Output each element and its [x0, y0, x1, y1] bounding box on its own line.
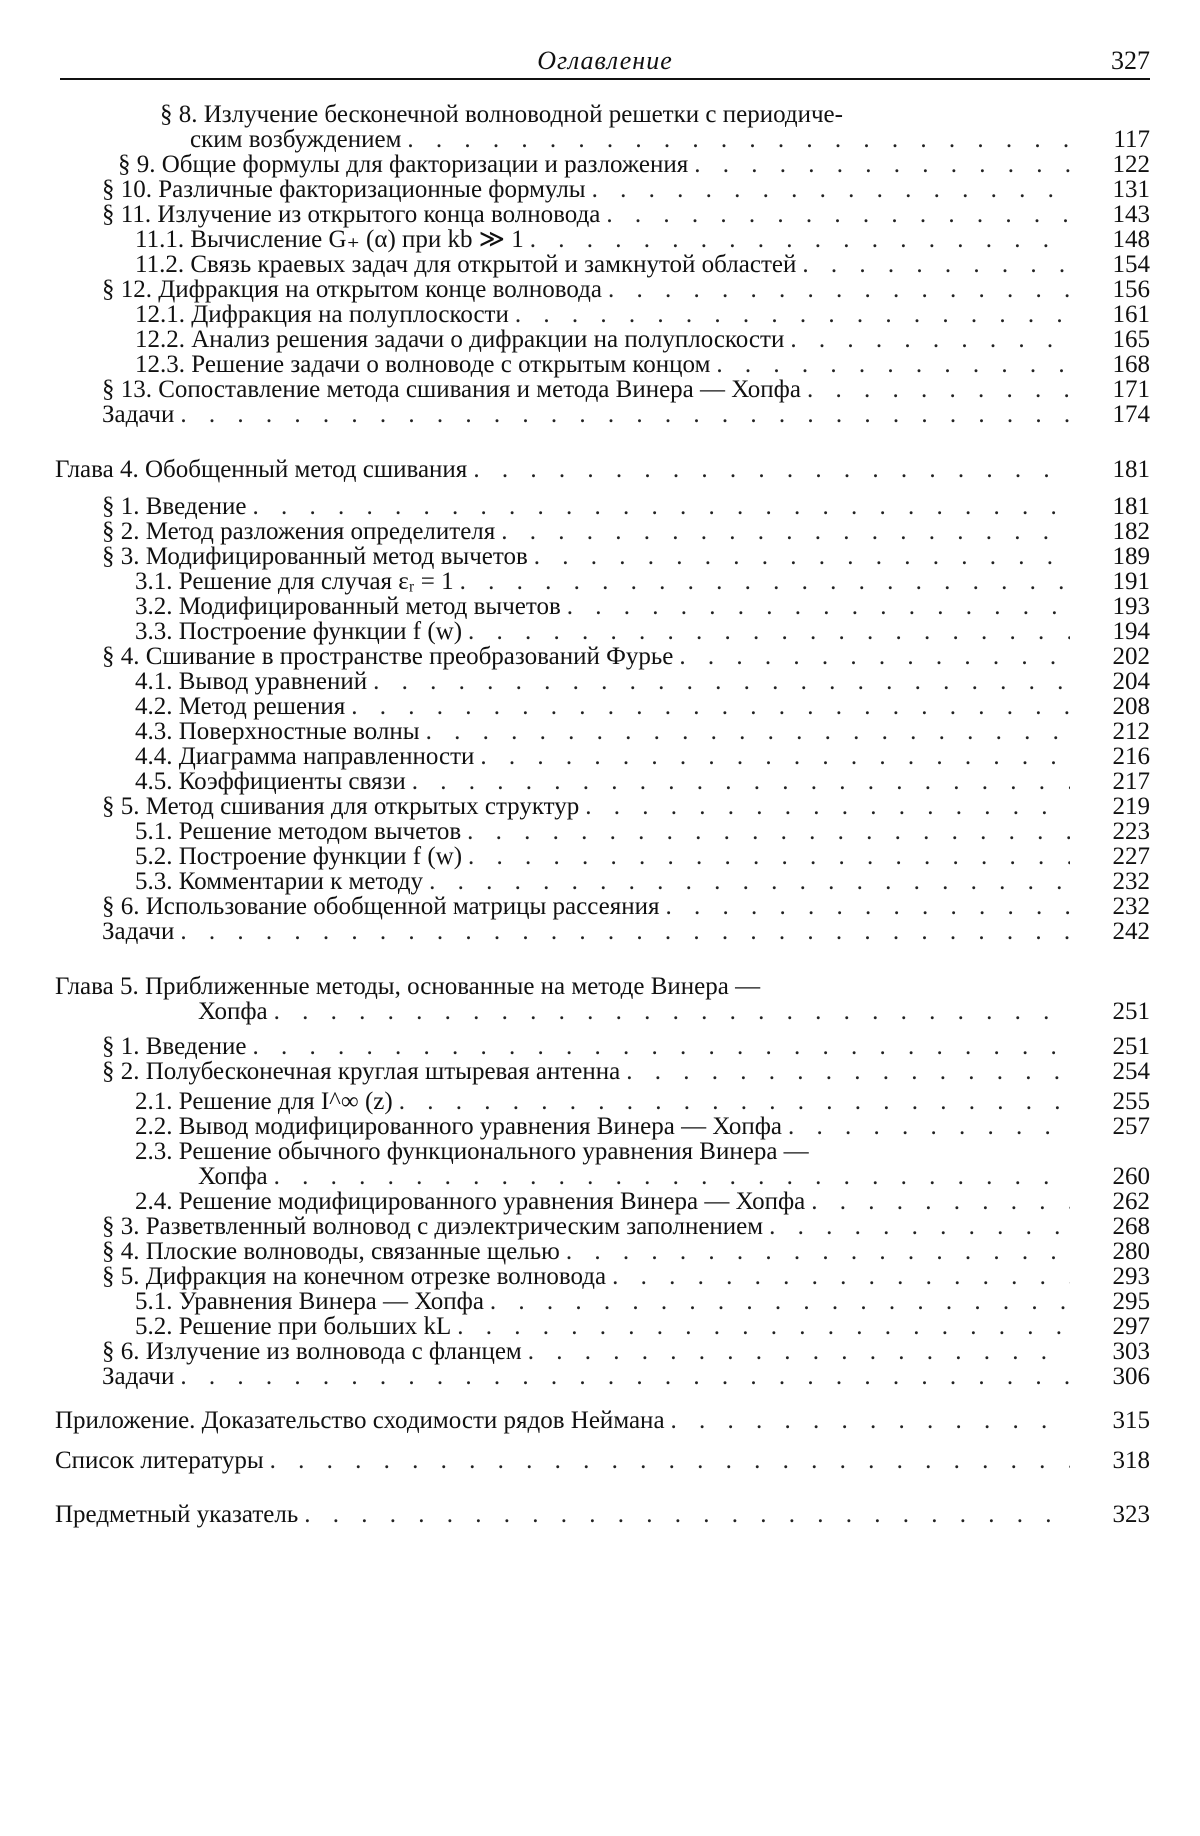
toc-entry-title: 12.1. Дифракция на полуплоскости — [135, 301, 509, 328]
dot-leader — [270, 1446, 1070, 1476]
toc-entry-title: 5.1. Уравнения Винера — Хопфа — [135, 1288, 484, 1315]
toc-entry-title: § 13. Сопоставление метода сшивания и метода Винера — Хопфа — [102, 376, 801, 403]
page-number: 327 — [1111, 46, 1150, 75]
toc-entry-title: 2.4. Решение модифицированного уравнения Винера — Хопфа — [135, 1188, 806, 1215]
toc-entry-page: 251 — [1112, 998, 1150, 1025]
toc-entry-title: § 9. Общие формулы для факторизации и разложения — [118, 151, 689, 178]
toc-entry-page: 181 — [1112, 493, 1150, 520]
toc-entry-page: 212 — [1112, 718, 1150, 745]
toc-entry-title: 3.3. Построение функции f (w) — [135, 618, 463, 645]
page-header — [60, 42, 1150, 80]
toc-entry-title: § 3. Модифицированный метод вычетов — [102, 543, 528, 570]
toc-entry-page: 242 — [1112, 918, 1150, 945]
toc-entry-page: 297 — [1112, 1313, 1150, 1340]
dot-leader — [180, 1362, 1070, 1392]
toc-entry-title: 11.2. Связь краевых задач для открытой и замкнутой областей — [135, 251, 797, 278]
toc-entry — [55, 1446, 1150, 1476]
toc-entry-title: 5.1. Решение методом вычетов — [135, 818, 462, 845]
toc-entry-page: 255 — [1112, 1088, 1150, 1115]
toc-entry-title: § 1. Введение — [102, 1033, 247, 1060]
toc-entry-title: 5.3. Комментарии к методу — [135, 868, 424, 895]
toc-entry-page: 232 — [1112, 893, 1150, 920]
toc-entry-page: 251 — [1112, 1033, 1150, 1060]
toc-entry-title: § 2. Метод разложения определителя — [102, 518, 496, 545]
toc-entry-title: 3.2. Модифицированный метод вычетов — [135, 593, 561, 620]
toc-entry-title: 4.5. Коэффициенты связи — [135, 768, 406, 795]
dot-leader — [180, 400, 1070, 430]
toc-entry-title: 4.2. Метод решения — [135, 693, 346, 720]
toc-entry-page: 208 — [1112, 693, 1150, 720]
toc-entry-page: 254 — [1112, 1058, 1150, 1085]
toc-entry-title: 12.2. Анализ решения задачи о дифракции на полуплоскости — [135, 326, 785, 353]
toc-entry-page: 122 — [1112, 151, 1150, 178]
toc-entry-title: Глава 5. Приближенные методы, основанные на методе Винера — — [55, 973, 761, 1000]
toc-entry-page: 227 — [1112, 843, 1150, 870]
toc-entry-page: 280 — [1112, 1238, 1150, 1265]
toc-entry-page: 202 — [1112, 643, 1150, 670]
toc-entry-title: Задачи — [102, 918, 175, 945]
toc-entry-title: Хопфа — [198, 998, 268, 1025]
dot-leader — [626, 1057, 1070, 1087]
toc-entry-title: 2.1. Решение для I^∞ (z) — [135, 1088, 393, 1115]
toc-entry-title: ским возбуждением — [190, 126, 402, 153]
toc-entry-title: § 3. Разветвленный волновод с диэлектрическим заполнением — [102, 1213, 764, 1240]
toc-entry-page: 323 — [1112, 1501, 1150, 1528]
toc-entry — [55, 455, 1150, 485]
toc-entry-page: 174 — [1112, 401, 1150, 428]
running-head: Оглавление — [537, 46, 673, 75]
toc-entry-page: 117 — [1113, 126, 1150, 153]
dot-leader — [304, 1500, 1070, 1530]
dot-leader — [473, 455, 1070, 485]
toc-entry-page: 306 — [1112, 1363, 1150, 1390]
toc-entry-page: 216 — [1112, 743, 1150, 770]
toc-entry-page: 193 — [1112, 593, 1150, 620]
toc-entry-title: 3.1. Решение для случая εᵣ = 1 — [135, 568, 454, 595]
toc-entry-title: 11.1. Вычисление G₊ (α) при kb ≫ 1 — [135, 226, 524, 253]
toc-entry-page: 293 — [1112, 1263, 1150, 1290]
toc-entry-title: § 5. Метод сшивания для открытых структур — [102, 793, 580, 820]
toc-entry-title: § 1. Введение — [102, 493, 247, 520]
dot-leader — [180, 917, 1070, 947]
toc-entry-title: § 6. Использование обобщенной матрицы рассеяния — [102, 893, 660, 920]
toc-entry-page: 204 — [1112, 668, 1150, 695]
dot-leader — [671, 1406, 1070, 1436]
toc-entry-page: 303 — [1112, 1338, 1150, 1365]
toc-entry-title: Задачи — [102, 401, 175, 428]
toc-entry-title: § 6. Излучение из волновода с фланцем — [102, 1338, 522, 1365]
toc-entry-page: 295 — [1112, 1288, 1150, 1315]
toc-entry-title: Приложение. Доказательство сходимости рядов Неймана — [55, 1407, 665, 1434]
toc-entry-title: 4.4. Диаграмма направленности — [135, 743, 475, 770]
toc-entry-page: 318 — [1112, 1447, 1150, 1474]
toc-entry-title: Задачи — [102, 1363, 175, 1390]
toc-entry-page: 148 — [1112, 226, 1150, 253]
toc-entry — [55, 1500, 1150, 1530]
toc-entry-page: 217 — [1112, 768, 1150, 795]
toc-entry-title: Глава 4. Обобщенный метод сшивания — [55, 456, 468, 483]
toc-entry-title: 5.2. Решение при больших kL — [135, 1313, 452, 1340]
toc-entry-page: 143 — [1112, 201, 1150, 228]
toc-entry — [102, 1362, 1150, 1392]
toc-entry — [102, 400, 1150, 430]
toc-entry-title: 12.3. Решение задачи о волноводе с открытым концом — [135, 351, 711, 378]
toc-entry-page: 168 — [1112, 351, 1150, 378]
toc-entry-title: § 4. Сшивание в пространстве преобразований Фурье — [102, 643, 674, 670]
toc-entry-page: 165 — [1112, 326, 1150, 353]
toc-entry-page: 131 — [1112, 176, 1150, 203]
toc-entry — [55, 1406, 1150, 1436]
dot-leader — [274, 997, 1070, 1027]
toc-entry-title: 4.1. Вывод уравнений — [135, 668, 368, 695]
toc-entry-page: 161 — [1112, 301, 1150, 328]
toc-entry-page: 194 — [1112, 618, 1150, 645]
toc-entry-title: § 5. Дифракция на конечном отрезке волновода — [102, 1263, 607, 1290]
toc-entry-page: 154 — [1112, 251, 1150, 278]
toc-entry-title: Предметный указатель — [55, 1501, 299, 1528]
toc-entry-title: 2.2. Вывод модифицированного уравнения Винера — Хопфа — [135, 1113, 783, 1140]
toc-entry — [102, 1057, 1150, 1087]
toc-entry-title: 5.2. Построение функции f (w) — [135, 843, 463, 870]
toc-entry-page: 268 — [1112, 1213, 1150, 1240]
toc-entry-title: § 12. Дифракция на открытом конце волновода — [102, 276, 602, 303]
toc-entry-page: 262 — [1112, 1188, 1150, 1215]
toc-entry-title: 2.3. Решение обычного функционального уравнения Винера — — [135, 1138, 809, 1165]
toc-entry-page: 191 — [1112, 568, 1150, 595]
toc-entry-title: Хопфа — [198, 1163, 268, 1190]
toc-entry-page: 181 — [1112, 456, 1150, 483]
toc-entry-page: 223 — [1112, 818, 1150, 845]
toc-entry-page: 182 — [1112, 518, 1150, 545]
toc-entry-title: 4.3. Поверхностные волны — [135, 718, 420, 745]
toc-entry-page: 156 — [1112, 276, 1150, 303]
toc-entry-page: 260 — [1112, 1163, 1150, 1190]
toc-entry-title: § 11. Излучение из открытого конца волновода — [102, 201, 601, 228]
toc-entry-title: § 2. Полубесконечная круглая штыревая антенна — [102, 1058, 621, 1085]
toc-entry-page: 257 — [1112, 1113, 1150, 1140]
toc-entry-page: 219 — [1112, 793, 1150, 820]
toc-entry — [198, 997, 1150, 1027]
toc-entry-page: 189 — [1112, 543, 1150, 570]
toc-entry-title: § 8. Излучение бесконечной волноводной решетки с периодиче- — [160, 101, 843, 128]
toc-entry — [102, 917, 1150, 947]
toc-entry-page: 171 — [1112, 376, 1150, 403]
toc-entry-title: § 4. Плоские волноводы, связанные щелью — [102, 1238, 560, 1265]
toc-entry-title: § 10. Различные факторизационные формулы — [102, 176, 586, 203]
toc-entry-title: Список литературы — [55, 1447, 264, 1474]
toc-entry-page: 232 — [1112, 868, 1150, 895]
toc-entry-page: 315 — [1112, 1407, 1150, 1434]
